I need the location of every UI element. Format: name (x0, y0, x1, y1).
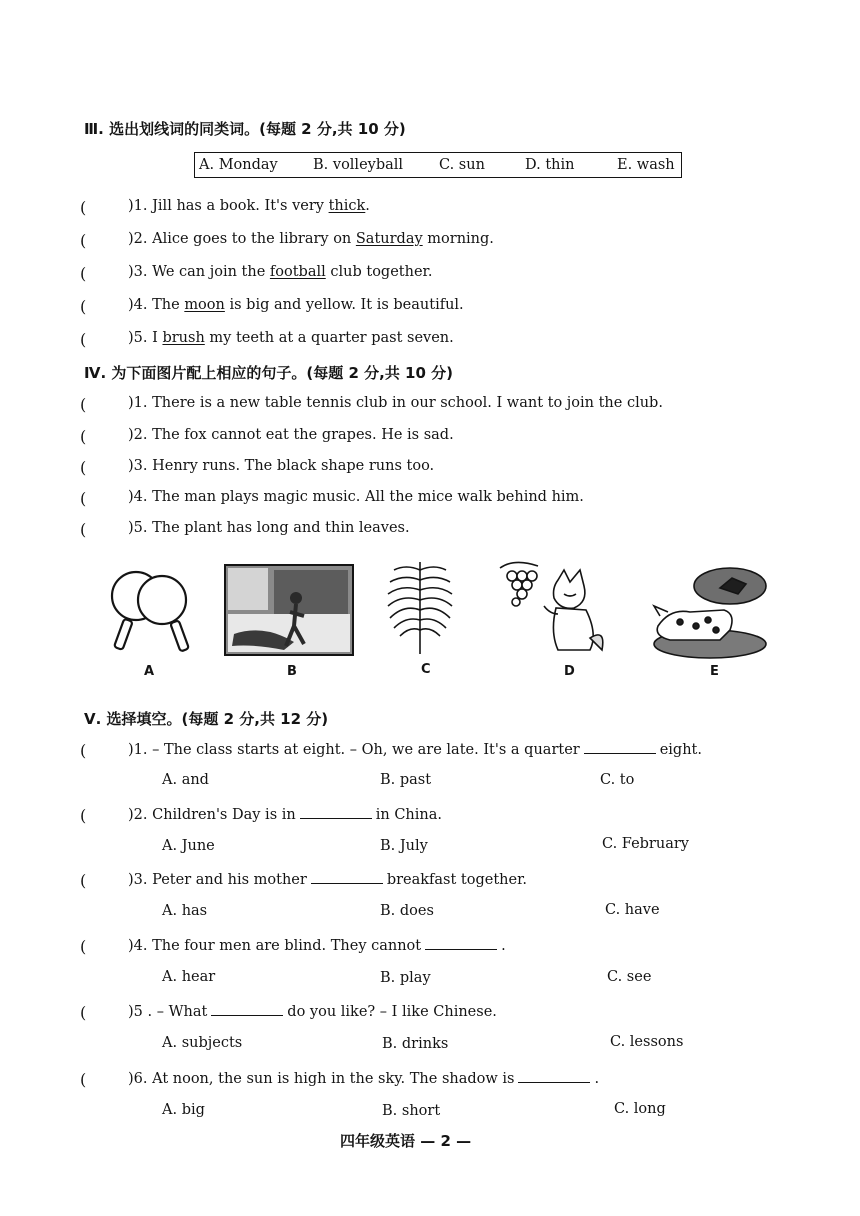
word-choice-box (194, 152, 682, 178)
option-c: C. see (607, 969, 652, 985)
answer-blank[interactable] (584, 741, 656, 754)
question-4-3: )3. Henry runs. The black shape runs too. (128, 458, 435, 474)
answer-paren[interactable]: ( (80, 395, 87, 414)
question-5-4: )4. The four men are blind. They cannot . (128, 938, 506, 954)
answer-paren[interactable]: ( (80, 806, 87, 825)
option-c: C. long (614, 1101, 666, 1117)
option-a: A. big (162, 1102, 205, 1118)
plant-leaf-icon (384, 560, 456, 656)
answer-paren[interactable]: ( (80, 489, 87, 508)
question-5-5: )5 . – What do you like? – I like Chinese. (128, 1004, 497, 1020)
option-c: C. February (602, 836, 689, 852)
answer-paren[interactable]: ( (80, 871, 87, 890)
question-5-2: )2. Children's Day is in in China. (128, 807, 442, 823)
option-b: B. drinks (382, 1036, 449, 1052)
table-tennis-paddles-icon (106, 566, 198, 656)
question-3-2: )2. Alice goes to the library on Saturday morning. (128, 231, 494, 247)
option-c: C. to (600, 772, 635, 788)
answer-paren[interactable]: ( (80, 741, 87, 760)
question-5-3: )3. Peter and his mother breakfast together. (128, 872, 528, 888)
option-c: C. lessons (610, 1034, 684, 1050)
answer-paren[interactable]: ( (80, 937, 87, 956)
dog-dreaming-icon (650, 564, 772, 660)
question-3-3: )3. We can join the football club together. (128, 264, 433, 280)
word-option-a: A. Monday (199, 157, 278, 173)
option-a: A. and (162, 772, 209, 788)
answer-blank[interactable] (425, 937, 497, 950)
answer-paren[interactable]: ( (80, 198, 87, 217)
option-b: B. play (380, 970, 431, 986)
question-4-2: )2. The fox cannot eat the grapes. He is sad. (128, 427, 454, 443)
word-option-c: C. sun (439, 157, 485, 173)
question-5-6: )6. At noon, the sun is high in the sky. The shadow is . (128, 1071, 600, 1087)
answer-paren[interactable]: ( (80, 231, 87, 250)
answer-paren[interactable]: ( (80, 520, 87, 539)
word-option-e: E. wash (617, 157, 675, 173)
picture-label-d: D (564, 664, 575, 679)
word-option-d: D. thin (525, 157, 575, 173)
underlined-word: Saturday (355, 231, 423, 247)
section-3-title: Ⅲ. 选出划线词的同类词。(每题 2 分,共 10 分) (84, 120, 406, 138)
underlined-word: football (269, 264, 326, 280)
picture-label-c: C (421, 662, 431, 677)
answer-blank[interactable] (311, 871, 383, 884)
answer-paren[interactable]: ( (80, 297, 87, 316)
answer-blank[interactable] (211, 1003, 283, 1016)
page-footer: 四年级英语 — 2 — (340, 1132, 472, 1150)
answer-blank[interactable] (300, 806, 372, 819)
picture-label-e: E (710, 664, 719, 679)
underlined-word: moon (184, 297, 225, 313)
option-a: A. June (162, 838, 215, 854)
option-b: B. July (380, 838, 428, 854)
word-option-b: B. volleyball (313, 157, 404, 173)
option-c: C. have (605, 902, 660, 918)
option-b: B. short (382, 1103, 441, 1119)
section-5-title: Ⅴ. 选择填空。(每题 2 分,共 12 分) (84, 710, 329, 728)
question-3-1: )1. Jill has a book. It's very thick. (128, 198, 370, 214)
picture-label-b: B (287, 664, 297, 679)
option-b: B. past (380, 772, 432, 788)
option-a: A. has (162, 903, 208, 919)
question-4-4: )4. The man plays magic music. All the mice walk behind him. (128, 489, 584, 505)
question-4-5: )5. The plant has long and thin leaves. (128, 520, 410, 536)
answer-paren[interactable]: ( (80, 330, 87, 349)
answer-paren[interactable]: ( (80, 458, 87, 477)
picture-label-a: A (144, 664, 155, 679)
answer-paren[interactable]: ( (80, 1070, 87, 1089)
section-4-title: Ⅳ. 为下面图片配上相应的句子。(每题 2 分,共 10 分) (84, 364, 454, 382)
underlined-word: brush (162, 330, 205, 346)
question-4-1: )1. There is a new table tennis club in our school. I want to join the club. (128, 395, 663, 411)
option-b: B. does (380, 903, 434, 919)
question-3-4: )4. The moon is big and yellow. It is beautiful. (128, 297, 464, 313)
option-a: A. hear (162, 969, 216, 985)
answer-paren[interactable]: ( (80, 264, 87, 283)
answer-paren[interactable]: ( (80, 1003, 87, 1022)
question-3-5: )5. I brush my teeth at a quarter past seven. (128, 330, 454, 346)
fox-and-grapes-icon (494, 558, 610, 658)
question-5-1: )1. – The class starts at eight. – Oh, we are late. It's a quarter eight. (128, 742, 702, 758)
boy-running-shadow-photo-icon (224, 564, 354, 656)
option-a: A. subjects (162, 1035, 243, 1051)
underlined-word: thick (328, 198, 366, 214)
answer-paren[interactable]: ( (80, 427, 87, 446)
answer-blank[interactable] (518, 1070, 590, 1083)
